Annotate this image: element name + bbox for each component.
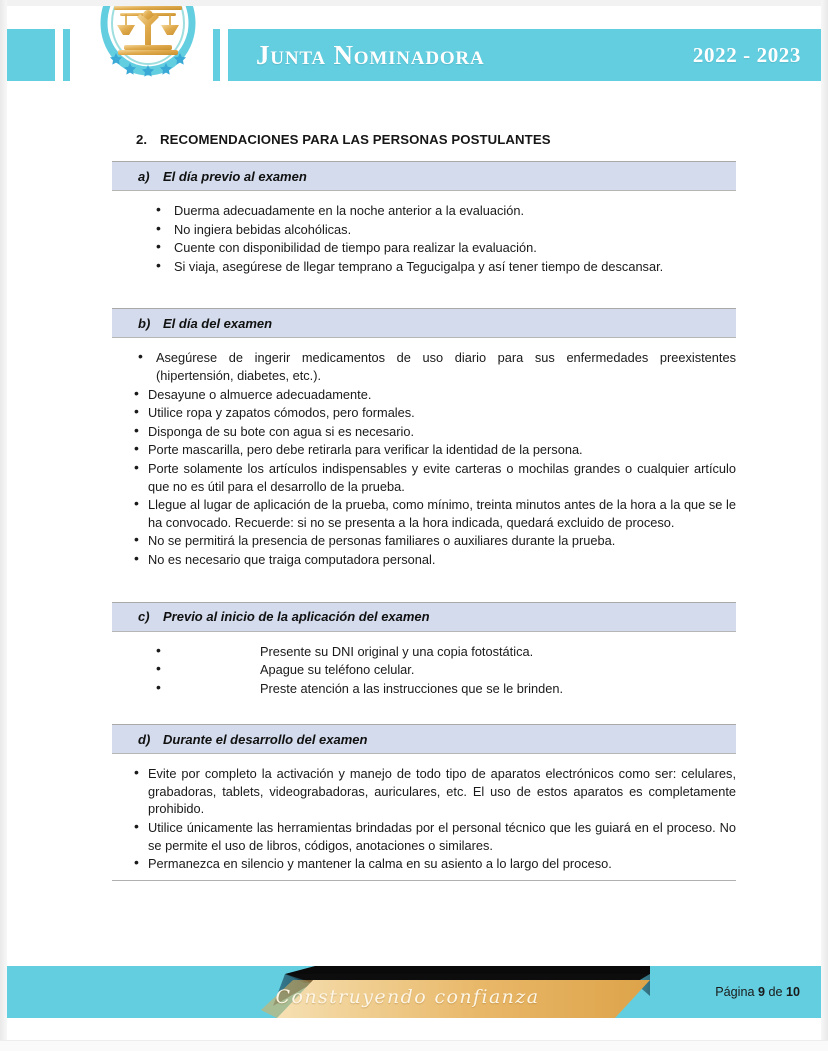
header-divider-bar-left [63,29,70,81]
list-item: • Duerma adecuadamente en la noche anterior a la evaluación. [112,202,736,220]
header-years: 2022 - 2023 [692,42,801,67]
section-c-list [112,643,736,698]
footer-slogan: Construyendo confianza [275,986,540,1008]
list-item: • No ingiera bebidas alcohólicas. [112,221,736,239]
list-item: • Apague su teléfono celular. [112,661,736,679]
section-a-header [112,161,736,191]
header-banner [228,29,823,81]
page-number-label: Página [715,985,755,999]
document-footer [0,966,828,1018]
list-item: • Si viaja, asegúrese de llegar temprano a Tegucigalpa y así tener tiempo de descansar. [112,258,736,276]
section-b-letter: b) [138,315,151,331]
list-item: • Utilice únicamente las herramientas brindadas por el personal técnico que les guiará en el proceso. No se permite el uso de libros, códigos, anotaciones o similares. [112,819,736,854]
list-item: • Porte solamente los artículos indispensables y evite carteras o mochilas grandes o cualquier artículo que no es útil para el desarrollo de la prueba. [112,460,736,495]
section-c-title: Previo al inicio de la aplicación del examen [163,609,430,624]
list-item: • Asegúrese de ingerir medicamentos de uso diario para sus enfermedades preexistentes (hipertensión, diabetes, etc.). [112,349,736,384]
section-a [0,161,828,286]
header-divider-bar-right [213,29,220,81]
section-a-letter: a) [138,168,150,184]
section-b-body [112,338,736,579]
section-d-list [112,765,736,873]
page-number-current: 9 [757,985,765,999]
list-item: • Permanezca en silencio y mantener la calma en su asiento a lo largo del proceso. [112,855,736,873]
section-a-list [112,202,736,275]
section-b-header [112,308,736,338]
section-a-body [112,191,736,286]
list-item: • Disponga de su bote con agua si es necesario. [112,423,736,441]
page-title-text: RECOMENDACIONES PARA LAS PERSONAS POSTULANTES [160,132,551,147]
page-title-number: 2. [136,132,148,147]
list-item: • No se permitirá la presencia de personas familiares o auxiliares durante la prueba. [112,532,736,550]
section-b-title: El día del examen [163,315,273,331]
section-c-letter: c) [138,609,150,624]
list-item: • Porte mascarilla, pero debe retirarla para verificar la identidad de la persona. [112,441,736,459]
list-item: • Preste atención a las instrucciones que se le brinden. [112,680,736,698]
section-d-title: Durante el desarrollo del examen [163,731,368,747]
list-item: • No es necesario que traiga computadora personal. [112,551,736,569]
section-spacer [0,286,828,308]
section-b-list [112,349,736,568]
list-item: • Evite por completo la activación y manejo de todo tipo de aparatos electrónicos como ser: celulares, grabadoras, tablets, videograbadoras, auriculares, etc. El uso de estos aparatos es completamente prohibido. [112,765,736,818]
list-item: • Presente su DNI original y una copia fotostática. [112,643,736,661]
page-edge-bottom [0,1040,828,1051]
section-c-body [112,632,736,709]
page-title [0,132,828,147]
list-item: • Desayune o almuerce adecuadamente. [112,386,736,404]
header-accent-block [5,29,55,81]
list-item: • Cuente con disponibilidad de tiempo para realizar la evaluación. [112,239,736,257]
page-number [715,966,800,1018]
section-d-letter: d) [138,731,151,747]
list-item: • Utilice ropa y zapatos cómodos, pero formales. [112,404,736,422]
section-d [0,724,828,881]
scales-of-justice-emblem-icon [84,0,212,85]
ribbon-banner-icon [165,966,650,1018]
section-spacer [0,580,828,602]
document-content [0,92,828,881]
page-number-of: de [768,985,783,999]
list-item: • Llegue al lugar de aplicación de la prueba, como mínimo, treinta minutos antes de la hora a la que se le ha convocado. Recuerde: si no se presenta a la hora indicada, quedará excluido de proceso. [112,496,736,531]
section-c-header [112,602,736,632]
header-title: Junta Nominadora [256,39,485,70]
section-a-title: El día previo al examen [163,168,307,184]
section-d-body [112,754,736,881]
section-d-header [112,724,736,754]
page-number-total: 10 [785,985,800,999]
section-b [0,308,828,579]
section-spacer [0,708,828,724]
section-c [0,602,828,709]
